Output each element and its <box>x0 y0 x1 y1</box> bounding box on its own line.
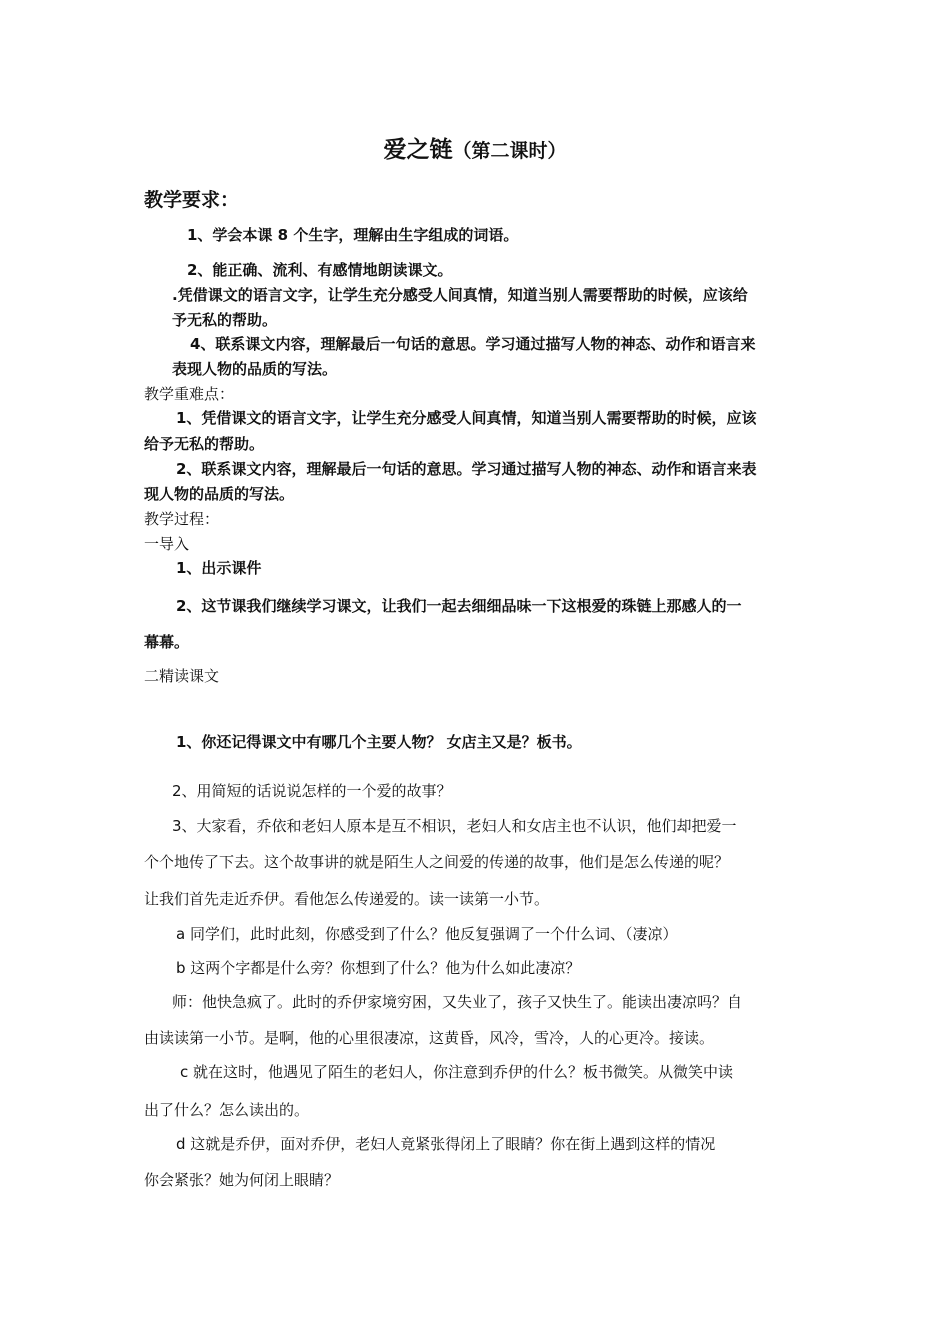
requirement-item-4-line-1: 4、联系课文内容，理解最后一句话的意思。学习通过描写人物的神态、动作和语言来 <box>190 335 756 353</box>
question-d-line-1: d 这就是乔伊，面对乔伊，老妇人竟紧张得闭上了眼睛？你在街上遇到这样的情况 <box>176 1135 716 1153</box>
question-a: a 同学们，此时此刻，你感受到了什么？他反复强调了一个什么词、（凄凉） <box>176 925 678 943</box>
part-2-item-1: 1、你还记得课文中有哪几个主要人物？ 女店主又是？板书。 <box>176 733 582 751</box>
page-title <box>0 136 950 165</box>
part-2-item-3-line-3: 让我们首先走近乔伊。看他怎么传递爱的。读一读第一小节。 <box>144 890 550 908</box>
part-2-item-3-line-1: 3、大家看，乔依和老妇人原本是互不相识，老妇人和女店主也不认识，他们却把爱一 <box>172 817 737 835</box>
question-b: b 这两个字都是什么旁？你想到了什么？他为什么如此凄凉？ <box>176 959 581 977</box>
question-c-line-1: c 就在这时，他遇见了陌生的老妇人，你注意到乔伊的什么？板书微笑。从微笑中读 <box>180 1063 734 1081</box>
question-c-line-2: 出了什么？怎么读出的。 <box>144 1101 310 1119</box>
teacher-line-2: 由读读第一小节。是啊，他的心里很凄凉，这黄昏，风冷，雪冷，人的心更冷。接读。 <box>144 1029 715 1047</box>
requirements-heading: 教学要求： <box>144 189 240 211</box>
title-main: 爱之链 <box>383 137 453 163</box>
key-point-2-line-2: 现人物的品质的写法。 <box>144 485 295 503</box>
key-point-1-line-2: 给予无私的帮助。 <box>144 435 265 453</box>
requirement-item-1: 1、学会本课 8 个生字，理解由生字组成的词语。 <box>187 226 519 244</box>
requirement-item-3-line-2: 予无私的帮助。 <box>172 311 278 329</box>
question-d-line-2: 你会紧张？她为何闭上眼睛？ <box>144 1171 340 1189</box>
requirement-item-2: 2、能正确、流利、有感情地朗读课文。 <box>187 261 453 279</box>
part-2-item-3-line-2: 个个地传了下去。这个故事讲的就是陌生人之间爱的传递的故事，他们是怎么传递的呢？ <box>144 853 730 871</box>
key-points-heading: 教学重难点： <box>144 385 235 403</box>
requirement-item-3-line-1: .凭借课文的语言文字，让学生充分感受人间真情，知道当别人需要帮助的时候，应该给 <box>172 286 748 304</box>
process-heading: 教学过程： <box>144 510 220 528</box>
part-2-heading: 二精读课文 <box>144 667 220 685</box>
key-point-1-line-1: 1、凭借课文的语言文字，让学生充分感受人间真情，知道当别人需要帮助的时候，应该 <box>176 409 757 427</box>
part-2-item-2: 2、用简短的话说说怎样的一个爱的故事？ <box>172 782 452 800</box>
teacher-line-1: 师：他快急疯了。此时的乔伊家境穷困，又失业了，孩子又快生了。能读出凄凉吗？自 <box>172 993 743 1011</box>
part-1-item-2-line-1: 2、这节课我们继续学习课文，让我们一起去细细品味一下这根爱的珠链上那感人的一 <box>176 597 742 615</box>
part-1-item-1: 1、出示课件 <box>176 559 262 577</box>
requirement-item-4-line-2: 表现人物的品质的写法。 <box>172 360 338 378</box>
part-1-item-2-line-2: 幕幕。 <box>144 633 190 651</box>
key-point-2-line-1: 2、联系课文内容，理解最后一句话的意思。学习通过描写人物的神态、动作和语言来表 <box>176 460 757 478</box>
part-1-heading: 一导入 <box>144 535 190 553</box>
title-sub: （第二课时） <box>452 140 567 162</box>
